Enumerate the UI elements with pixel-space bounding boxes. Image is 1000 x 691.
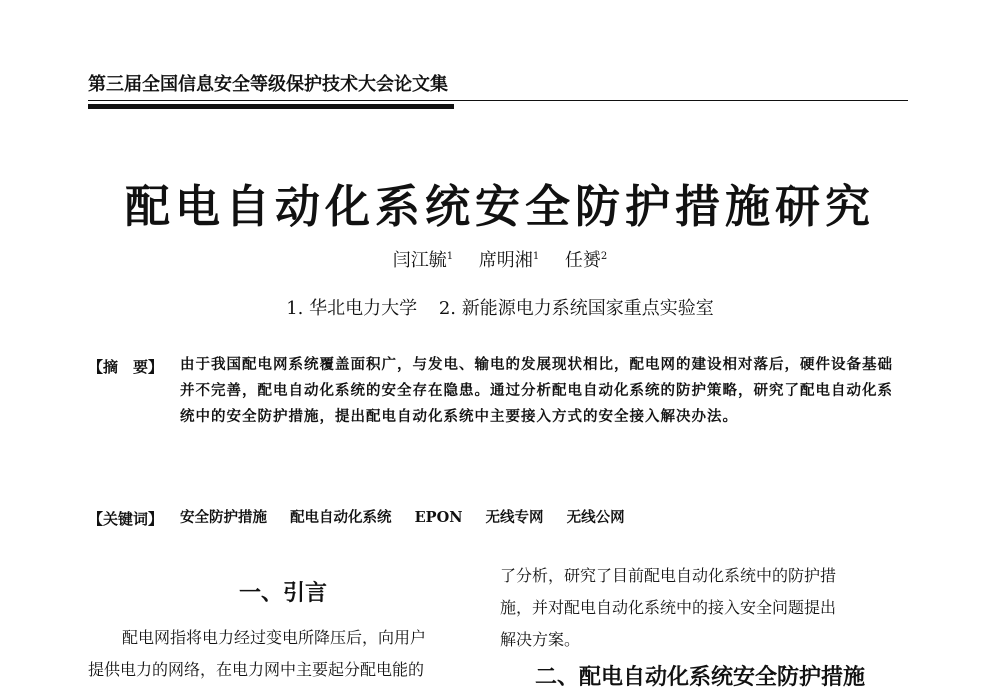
body-line: 了分析，研究了目前配电自动化系统中的防护措	[500, 566, 837, 585]
author-1	[393, 250, 453, 271]
left-column-body	[88, 622, 478, 686]
affiliations	[0, 294, 1000, 320]
running-head: 第三届全国信息安全等级保护技术大会论文集	[88, 74, 448, 95]
author-name: 闫江毓	[392, 250, 447, 271]
author-2	[479, 250, 539, 271]
affiliation-mark: 1	[532, 251, 540, 262]
header-rule-thick	[88, 104, 454, 109]
keyword: 无线公网	[566, 509, 625, 526]
keyword: 无线专网	[485, 509, 544, 526]
body-line: 提供电力的网络，在电力网中主要起分配电能的	[88, 660, 425, 679]
body-line: 解决方案。	[500, 630, 581, 649]
affiliation-mark: 1	[446, 251, 454, 262]
body-line: 施，并对配电自动化系统中的接入安全问题提出	[500, 598, 837, 617]
author-3	[565, 250, 607, 271]
affiliation-mark: 2	[600, 251, 608, 262]
keyword: 配电自动化系统	[290, 509, 392, 526]
affiliation-2: 2. 新能源电力系统国家重点实验室	[438, 298, 714, 319]
abstract-label: 【摘 要】	[88, 358, 164, 376]
section-heading-introduction: 一、引言	[238, 581, 327, 606]
body-line: 配电网指将电力经过变电所降压后，向用户	[122, 628, 427, 647]
keywords-label: 【关键词】	[88, 510, 164, 528]
right-column-body	[500, 560, 900, 656]
paper-title: 配电自动化系统安全防护措施研究	[124, 180, 875, 233]
keyword: EPON	[414, 509, 463, 526]
keyword-list	[180, 506, 643, 527]
section-heading-measures: 二、配电自动化系统安全防护措施	[534, 665, 865, 690]
author-list	[0, 246, 1000, 272]
author-name: 任赟	[564, 250, 601, 271]
abstract-text: 由于我国配电网系统覆盖面积广，与发电、输电的发展现状相比，配电网的建设相对落后，硬件设备基础并不完善，配电自动化系统的安全存在隐患。通过分析配电自动化系统的防护策略，研究了配电自动化系统中的安全防护措施，提出配电自动化系统中主要接入方式的安全接入解决办法。	[180, 356, 893, 425]
keyword: 安全防护措施	[180, 509, 267, 526]
affiliation-1: 1. 华北电力大学	[286, 298, 418, 319]
header-rule-thin	[88, 100, 908, 101]
author-name: 席明湘	[478, 250, 533, 271]
